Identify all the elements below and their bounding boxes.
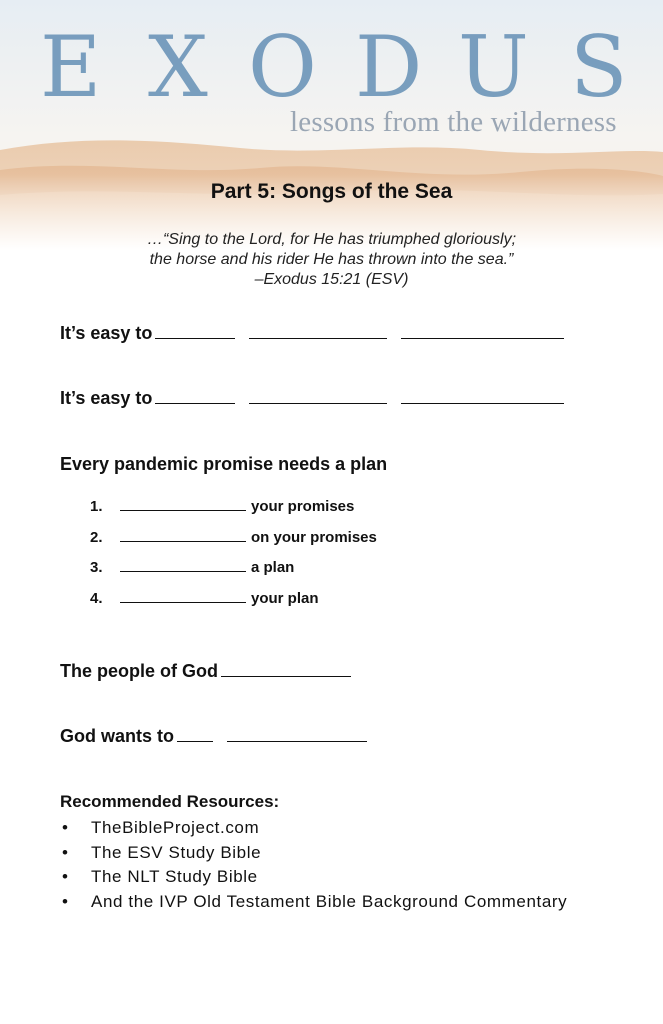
title-letter: S <box>570 18 628 116</box>
plan-item-text: on your promises <box>251 528 377 546</box>
resource-item <box>60 841 620 866</box>
plan-item <box>90 590 377 621</box>
fill-in-easy-1 <box>60 323 564 344</box>
blank-line <box>401 323 564 339</box>
blank-line <box>120 498 246 511</box>
title-letter: E <box>40 18 102 116</box>
blank-line <box>401 388 564 404</box>
plan-item-text: a plan <box>251 559 295 576</box>
plan-list <box>90 498 377 620</box>
quote-line: …“Sing to the Lord, for He has triumphed gloriously; <box>146 231 517 248</box>
fill-in-label: The people of God <box>60 661 218 681</box>
quote-line: the horse and his rider He has thrown into the sea.” <box>149 251 514 268</box>
title-letter: D <box>355 18 423 116</box>
fill-in-label: It’s easy to <box>60 323 153 343</box>
fill-in-easy-2 <box>60 388 564 409</box>
subtitle: lessons from the wilderness <box>290 106 617 138</box>
resource-item <box>60 816 620 841</box>
bullet-icon: • <box>62 842 69 862</box>
blank-line <box>249 323 387 339</box>
fill-in-label: God wants to <box>60 726 174 746</box>
plan-item <box>90 559 377 590</box>
title-letter: O <box>248 18 317 116</box>
plan-item-number: 3. <box>90 559 103 576</box>
blank-line <box>155 323 235 339</box>
quote-citation: –Exodus 15:21 (ESV) <box>254 271 409 288</box>
bullet-icon: • <box>62 867 69 886</box>
plan-heading: Every pandemic promise needs a plan <box>60 454 388 474</box>
plan-item <box>90 529 377 560</box>
resource-item <box>60 890 620 915</box>
part-title: Part 5: Songs of the Sea <box>210 180 453 203</box>
fill-in-label: It’s easy to <box>60 388 153 408</box>
exodus-title <box>0 18 663 116</box>
resource-text: The NLT Study Bible <box>91 867 258 886</box>
blank-line <box>221 661 351 677</box>
plan-item-number: 2. <box>90 528 103 546</box>
resource-text: And the IVP Old Testament Bible Background Commentary <box>91 891 568 911</box>
blank-line <box>155 388 235 404</box>
bullet-icon: • <box>62 891 69 911</box>
plan-item-text: your promises <box>251 498 355 515</box>
resource-item <box>60 865 620 890</box>
resources-list <box>60 816 620 914</box>
fill-in-god-wants <box>60 726 367 747</box>
blank-line <box>120 559 246 572</box>
resource-text: The ESV Study Bible <box>91 842 262 862</box>
plan-item <box>90 498 377 529</box>
resources-heading: Recommended Resources: <box>60 792 280 811</box>
title-letter: U <box>458 18 529 116</box>
plan-item-number: 4. <box>90 589 103 607</box>
scripture-quote <box>0 230 663 290</box>
fill-in-people-of-god <box>60 661 351 682</box>
resource-text: TheBibleProject.com <box>91 818 260 837</box>
blank-line <box>249 388 387 404</box>
blank-line <box>120 529 246 542</box>
bullet-icon: • <box>62 818 69 837</box>
plan-item-text: your plan <box>251 589 319 607</box>
blank-line <box>120 590 246 603</box>
blank-line <box>177 726 213 742</box>
plan-item-number: 1. <box>90 498 103 515</box>
blank-line <box>227 726 367 742</box>
title-letter: X <box>148 18 208 116</box>
